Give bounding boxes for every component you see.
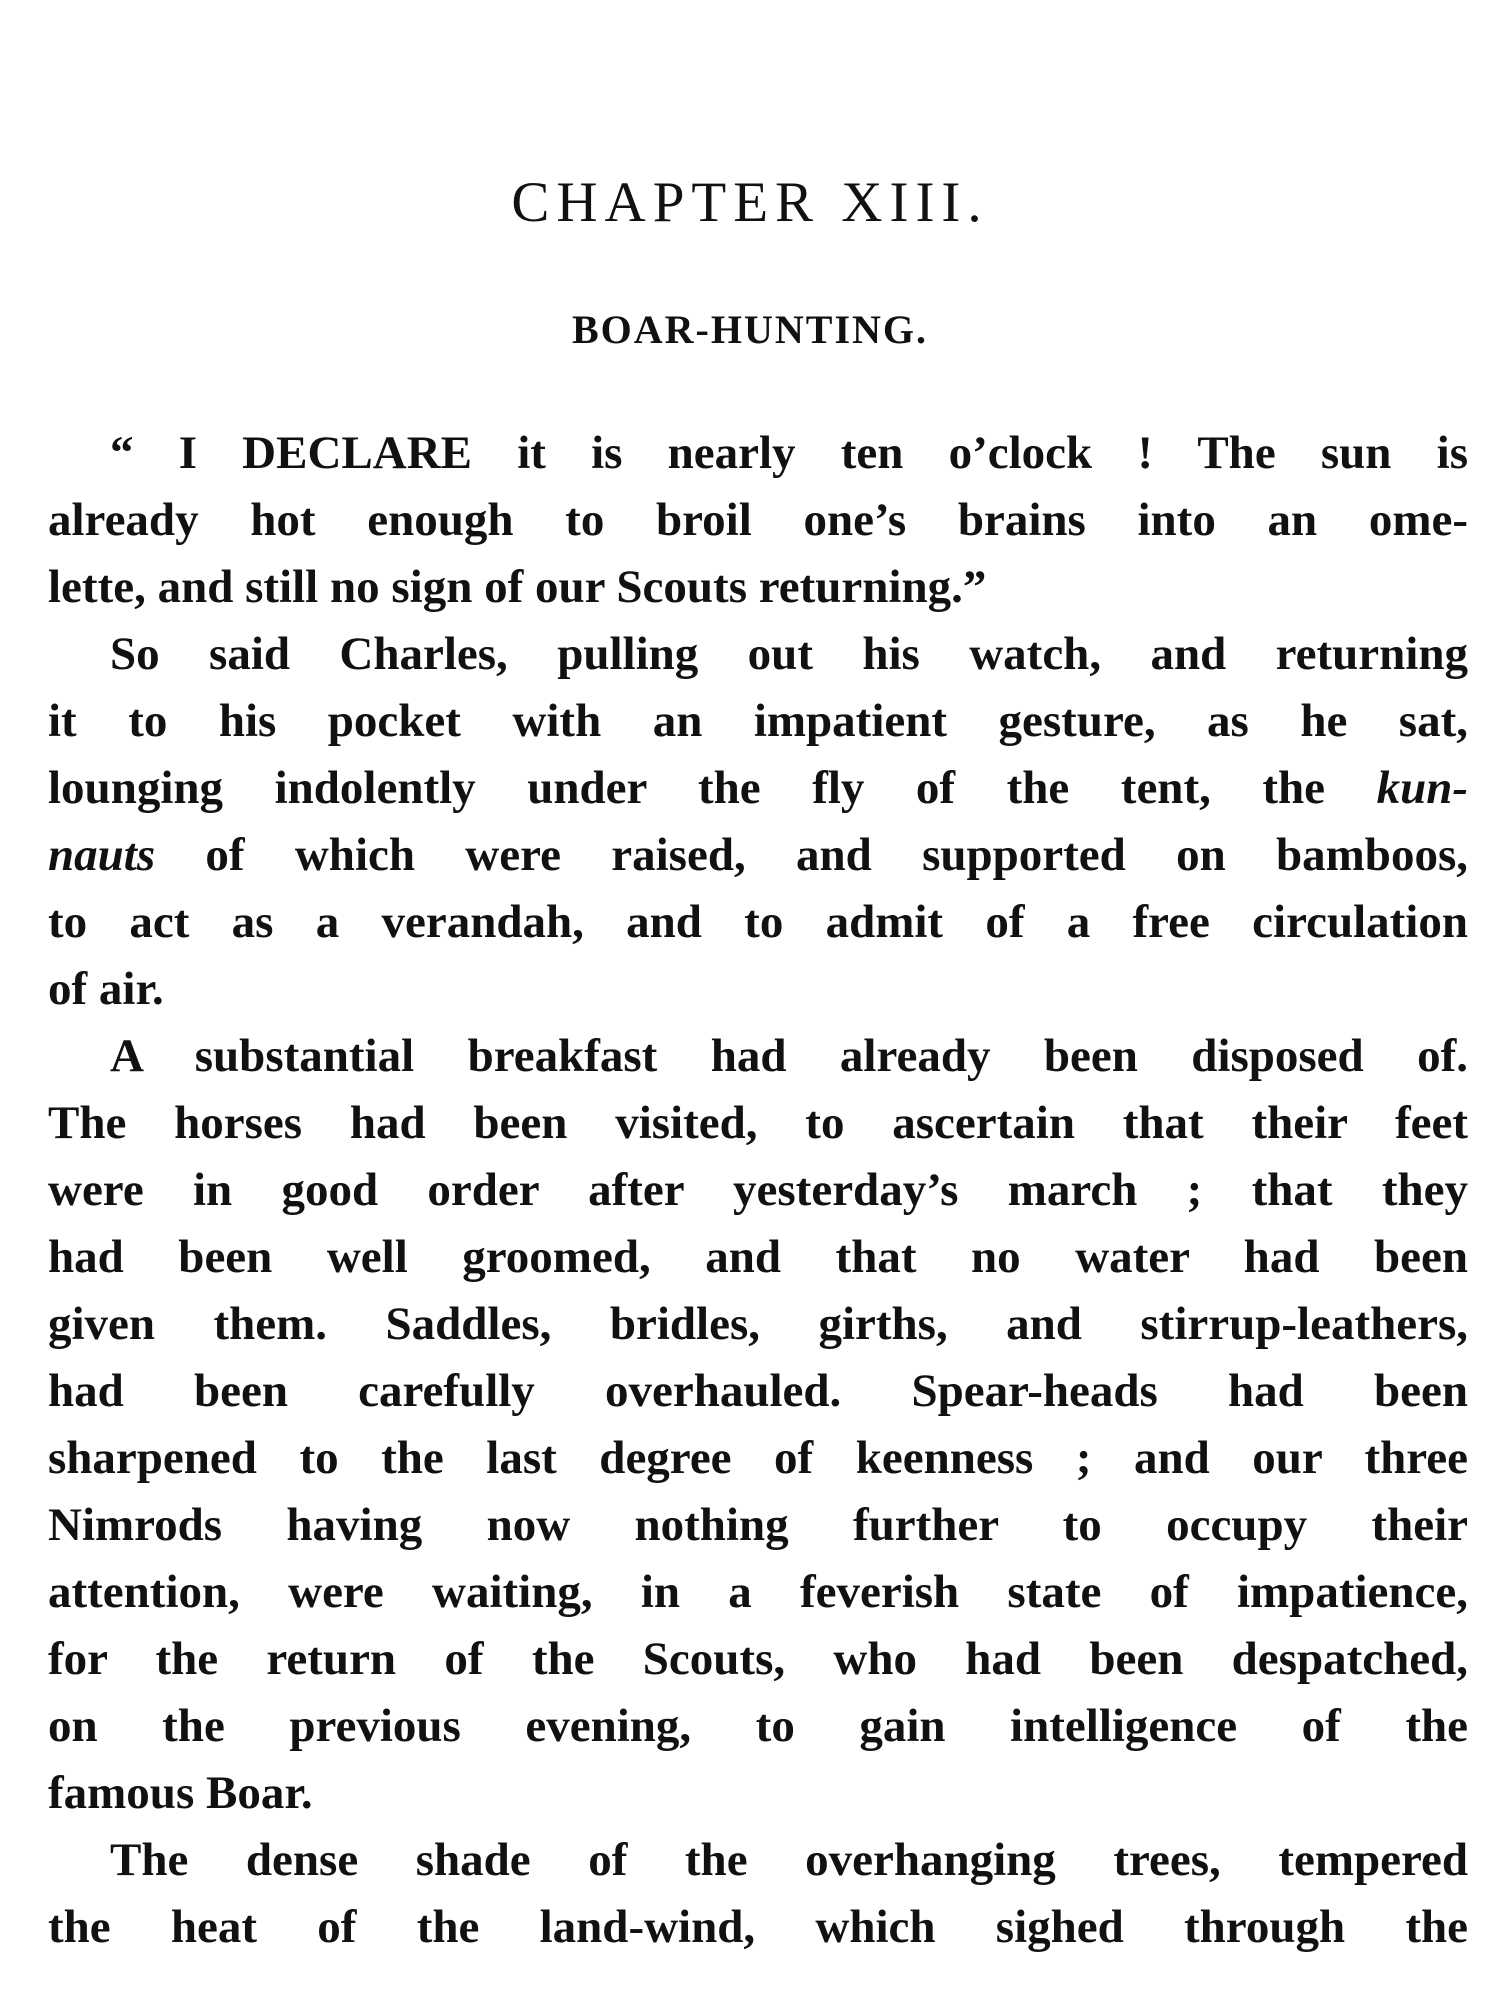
text-line-8: to act as a verandah, and to admit of a free circulation [48, 896, 1468, 948]
opening-small-caps-word: DECLARE [242, 427, 472, 479]
text-line-12: were in good order after yesterday’s march ; that they [48, 1164, 1468, 1216]
text-line-1 [110, 420, 1468, 486]
text-line-21: famous Boar. [48, 1767, 313, 1819]
text-line-10: A substantial breakfast had already been disposed of. [110, 1030, 1468, 1082]
text-line-2: already hot enough to broil one’s brains into an ome- [48, 494, 1468, 546]
text-line-7-main: of which were raised, and supported on bamboos, [155, 829, 1468, 881]
text-line-23: the heat of the land-wind, which sighed through the [48, 1901, 1468, 1953]
text-line-5: it to his pocket with an impatient gesture, as he sat, [48, 695, 1468, 747]
opening-quote: “ I [110, 427, 243, 479]
section-title: BOAR-HUNTING. [571, 307, 929, 352]
text-line-17: Nimrods having now nothing further to occupy their [48, 1499, 1468, 1551]
text-line-1-rest: it is nearly ten o’clock ! The sun is [472, 427, 1468, 479]
chapter-title: CHAPTER XIII. [511, 171, 989, 234]
text-line-13: had been well groomed, and that no water had been [48, 1231, 1468, 1283]
text-line-6-main: lounging indolently under the fly of the tent, the [48, 762, 1377, 814]
text-line-6 [48, 755, 1468, 821]
text-line-19: for the return of the Scouts, who had been despatched, [48, 1633, 1468, 1685]
text-line-15: had been carefully overhauled. Spear-heads had been [48, 1365, 1468, 1417]
text-line-11: The horses had been visited, to ascertain that their feet [48, 1097, 1468, 1149]
text-line-14: given them. Saddles, bridles, girths, and stirrup-leathers, [48, 1298, 1468, 1350]
text-line-4: So said Charles, pulling out his watch, and returning [110, 628, 1468, 680]
text-line-16: sharpened to the last degree of keenness ; and our three [48, 1432, 1468, 1484]
text-line-7 [48, 822, 1468, 888]
text-line-20: on the previous evening, to gain intelligence of the [48, 1700, 1468, 1752]
text-line-22: The dense shade of the overhanging trees, tempered [110, 1834, 1468, 1886]
text-line-9: of air. [48, 963, 164, 1015]
text-line-3: lette, and still no sign of our Scouts returning.” [48, 561, 987, 613]
italic-word-nauts: nauts [48, 829, 156, 881]
italic-word-kun: kun- [1376, 762, 1468, 814]
text-line-18: attention, were waiting, in a feverish state of impatience, [48, 1566, 1468, 1618]
